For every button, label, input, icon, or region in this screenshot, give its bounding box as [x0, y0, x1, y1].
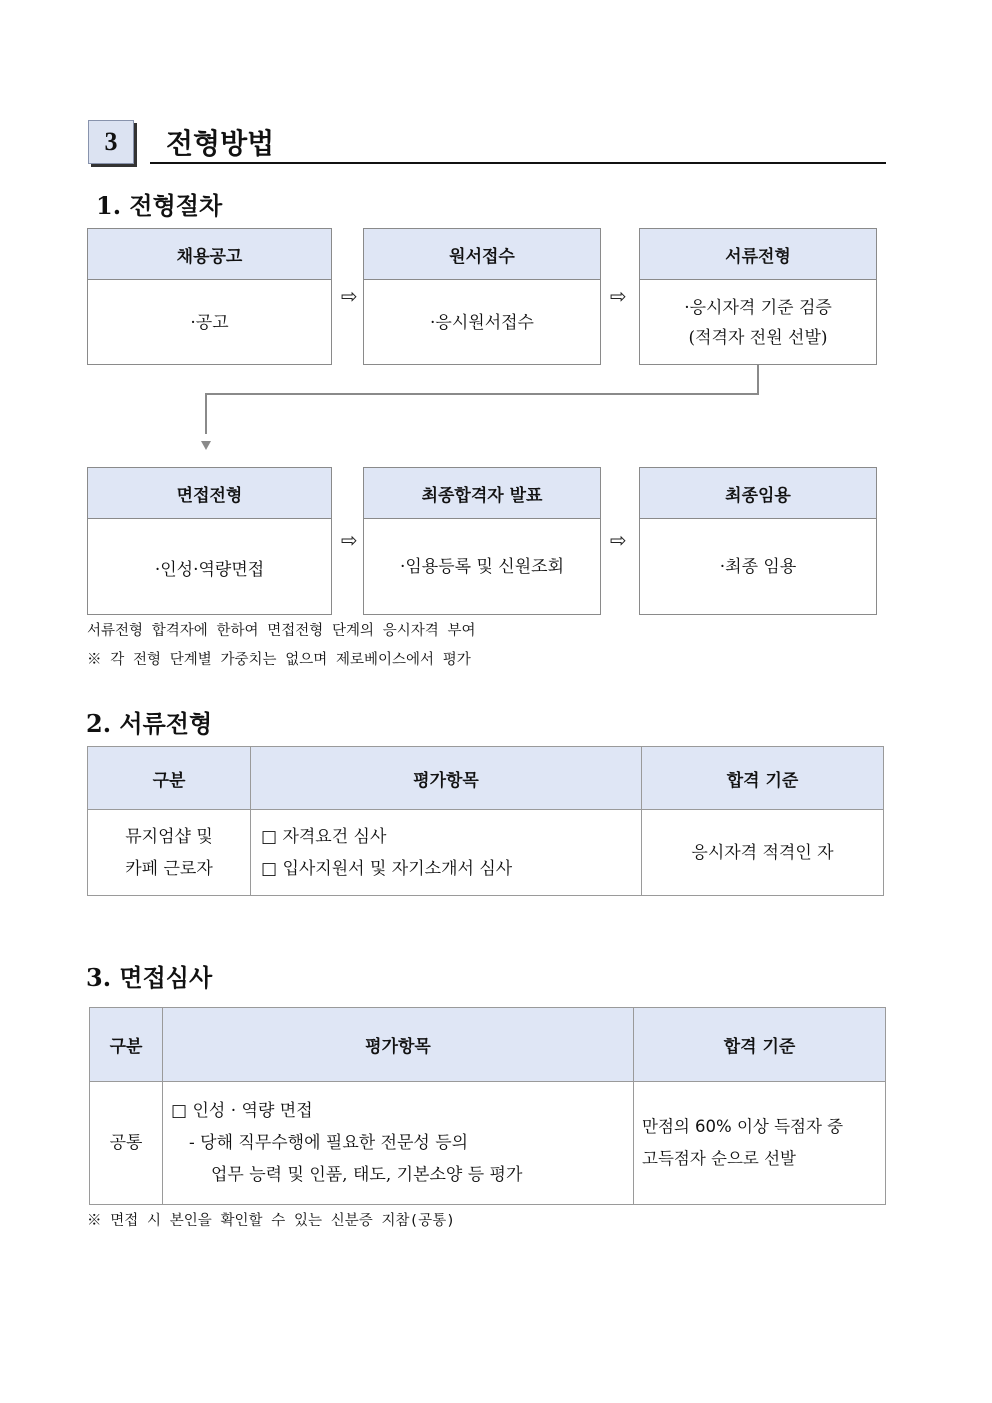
flow-connector [190, 364, 770, 460]
criteria-text: 만점의 60% 이상 득점자 중 [642, 1117, 844, 1136]
flow-step-interview [87, 467, 332, 615]
section-number: 3 [88, 120, 134, 164]
criteria-text: 고득점자 순으로 선발 [642, 1149, 796, 1168]
criteria-cell [634, 1082, 886, 1205]
flow-step-body [364, 519, 600, 615]
evaluation-subitem: 업무 능력 및 인품, 태도, 기본소양 등 평가 [211, 1165, 523, 1185]
category-text: 뮤지엄샵 및 [125, 826, 213, 847]
items-cell [251, 810, 642, 896]
document-review-table [87, 746, 884, 896]
flow-step-text: ·임용등록 및 신원조회 [399, 557, 564, 577]
table-header: 합격 기준 [634, 1008, 886, 1082]
flow-step-body [640, 280, 876, 365]
table-header: 평가항목 [163, 1008, 634, 1082]
evaluation-item: □ 인성 · 역량 면접 [171, 1101, 313, 1121]
procedure-note: 서류전형 합격자에 한하여 면접전형 단계의 응시자격 부여 [87, 623, 476, 639]
section-divider [150, 162, 886, 164]
flow-step-text: ·최종 임용 [719, 557, 797, 577]
evaluation-item: □ 입사지원서 및 자기소개서 심사 [261, 858, 513, 879]
flow-step-head: 원서접수 [364, 229, 600, 280]
criteria-cell: 응시자격 적격인 자 [642, 810, 884, 896]
flow-step-text: ·공고 [190, 312, 229, 333]
flow-step-body [88, 519, 331, 615]
flow-step-final-announcement [363, 467, 601, 615]
flow-step-head: 서류전형 [640, 229, 876, 280]
flow-step-document-screening [639, 228, 877, 365]
interview-title: 3. 면접심사 [86, 963, 213, 992]
table-header: 구분 [88, 747, 251, 810]
flow-step-head: 최종합격자 발표 [364, 468, 600, 519]
flow-step-text: ·인성·역량면접 [154, 560, 265, 580]
section-title: 전형방법 [166, 127, 275, 160]
category-text: 카페 근로자 [125, 858, 213, 879]
category-cell [88, 810, 251, 896]
procedure-title: 1. 전형절차 [96, 191, 223, 220]
flow-step-body [364, 280, 600, 365]
flow-step-final-appointment [639, 467, 877, 615]
procedure-note: ※ 각 전형 단계별 가중치는 없으며 제로베이스에서 평가 [87, 652, 471, 668]
category-cell: 공통 [90, 1082, 163, 1205]
flow-step-body [88, 280, 331, 365]
evaluation-item: □ 자격요건 심사 [261, 826, 387, 847]
table-header: 합격 기준 [642, 747, 884, 810]
flow-step-text: (적격자 전원 선발) [688, 327, 828, 348]
flow-step-head: 최종임용 [640, 468, 876, 519]
interview-note: ※ 면접 시 본인을 확인할 수 있는 신분증 지참(공통) [87, 1213, 455, 1229]
flow-step-head: 채용공고 [88, 229, 331, 280]
items-cell [163, 1082, 634, 1205]
right-arrow-icon: ⇨ [610, 528, 627, 552]
document-review-title: 2. 서류전형 [86, 709, 213, 738]
flow-step-head: 면접전형 [88, 468, 331, 519]
flow-step-body [640, 519, 876, 615]
table-header: 구분 [90, 1008, 163, 1082]
flow-step-application [363, 228, 601, 365]
right-arrow-icon: ⇨ [341, 284, 358, 308]
down-arrow-icon [201, 441, 211, 450]
flow-step-text: ·응시원서접수 [430, 312, 534, 333]
evaluation-subitem: - 당해 직무수행에 필요한 전문성 등의 [189, 1133, 469, 1153]
table-header: 평가항목 [251, 747, 642, 810]
right-arrow-icon: ⇨ [610, 284, 627, 308]
flow-step-recruit-notice [87, 228, 332, 365]
right-arrow-icon: ⇨ [341, 528, 358, 552]
interview-table [89, 1007, 886, 1205]
flow-step-text: ·응시자격 기준 검증 [684, 297, 832, 318]
